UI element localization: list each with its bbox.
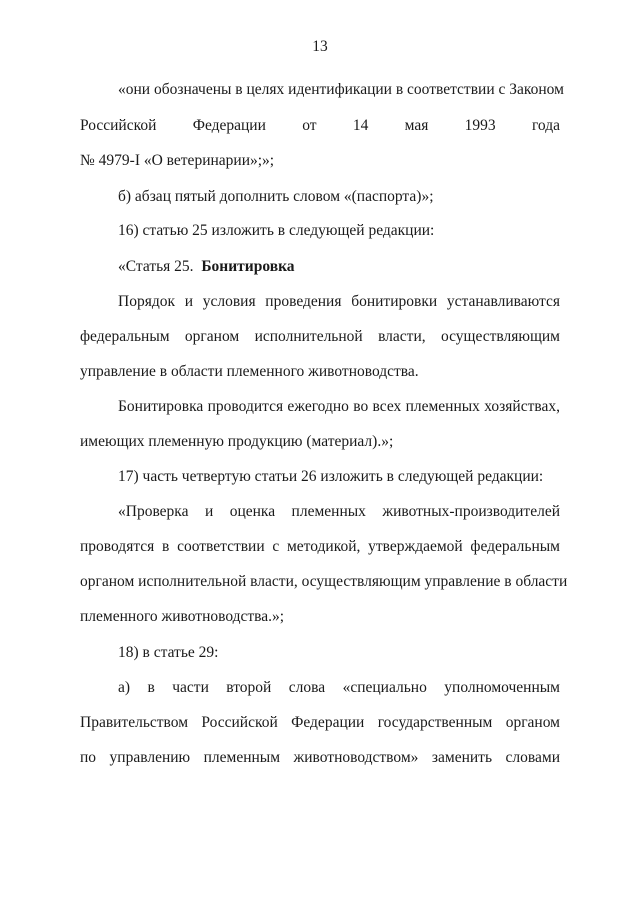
- text-line: управление в области племенного животноводства.: [80, 363, 419, 380]
- text-line: Порядок и условия проведения бонитировки устанавливаются: [118, 293, 560, 310]
- text-line: «они обозначены в целях идентификации в соответствии с Законом: [118, 81, 564, 98]
- text-line: б) абзац пятый дополнить словом «(паспорта)»;: [118, 188, 434, 205]
- article-heading: [118, 257, 295, 277]
- text-line: имеющих племенную продукцию (материал).»;: [80, 433, 394, 450]
- text-line: 16) статью 25 изложить в следующей редакции:: [118, 222, 435, 239]
- text-line: Бонитировка проводится ежегодно во всех племенных хозяйствах,: [118, 398, 560, 415]
- text-line: племенного животноводства.»;: [80, 608, 285, 625]
- text-line: Правительством Российской Федерации государственным органом: [80, 714, 560, 731]
- text-line: а) в части второй слова «специально уполномоченным: [118, 679, 560, 696]
- text-line: 17) часть четвертую статьи 26 изложить в следующей редакции:: [118, 468, 544, 485]
- text-line: № 4979-I «О ветеринарии»;»;: [80, 152, 275, 169]
- text-line: проводятся в соответствии с методикой, утверждаемой федеральным: [80, 538, 560, 555]
- text-line: федеральным органом исполнительной власти, осуществляющим: [80, 328, 560, 345]
- article-title: Бонитировка: [201, 258, 295, 275]
- text-line: органом исполнительной власти, осуществляющим управление в области: [80, 573, 568, 590]
- text-line: «Проверка и оценка племенных животных-производителей: [118, 503, 560, 520]
- text-line: по управлению племенным животноводством» заменить словами: [80, 749, 560, 766]
- text-line: Российской Федерации от 14 мая 1993 года: [80, 117, 560, 134]
- text-line: 18) в статье 29:: [118, 644, 219, 661]
- article-number: «Статья 25.: [118, 258, 194, 275]
- page-number: 13: [312, 38, 328, 55]
